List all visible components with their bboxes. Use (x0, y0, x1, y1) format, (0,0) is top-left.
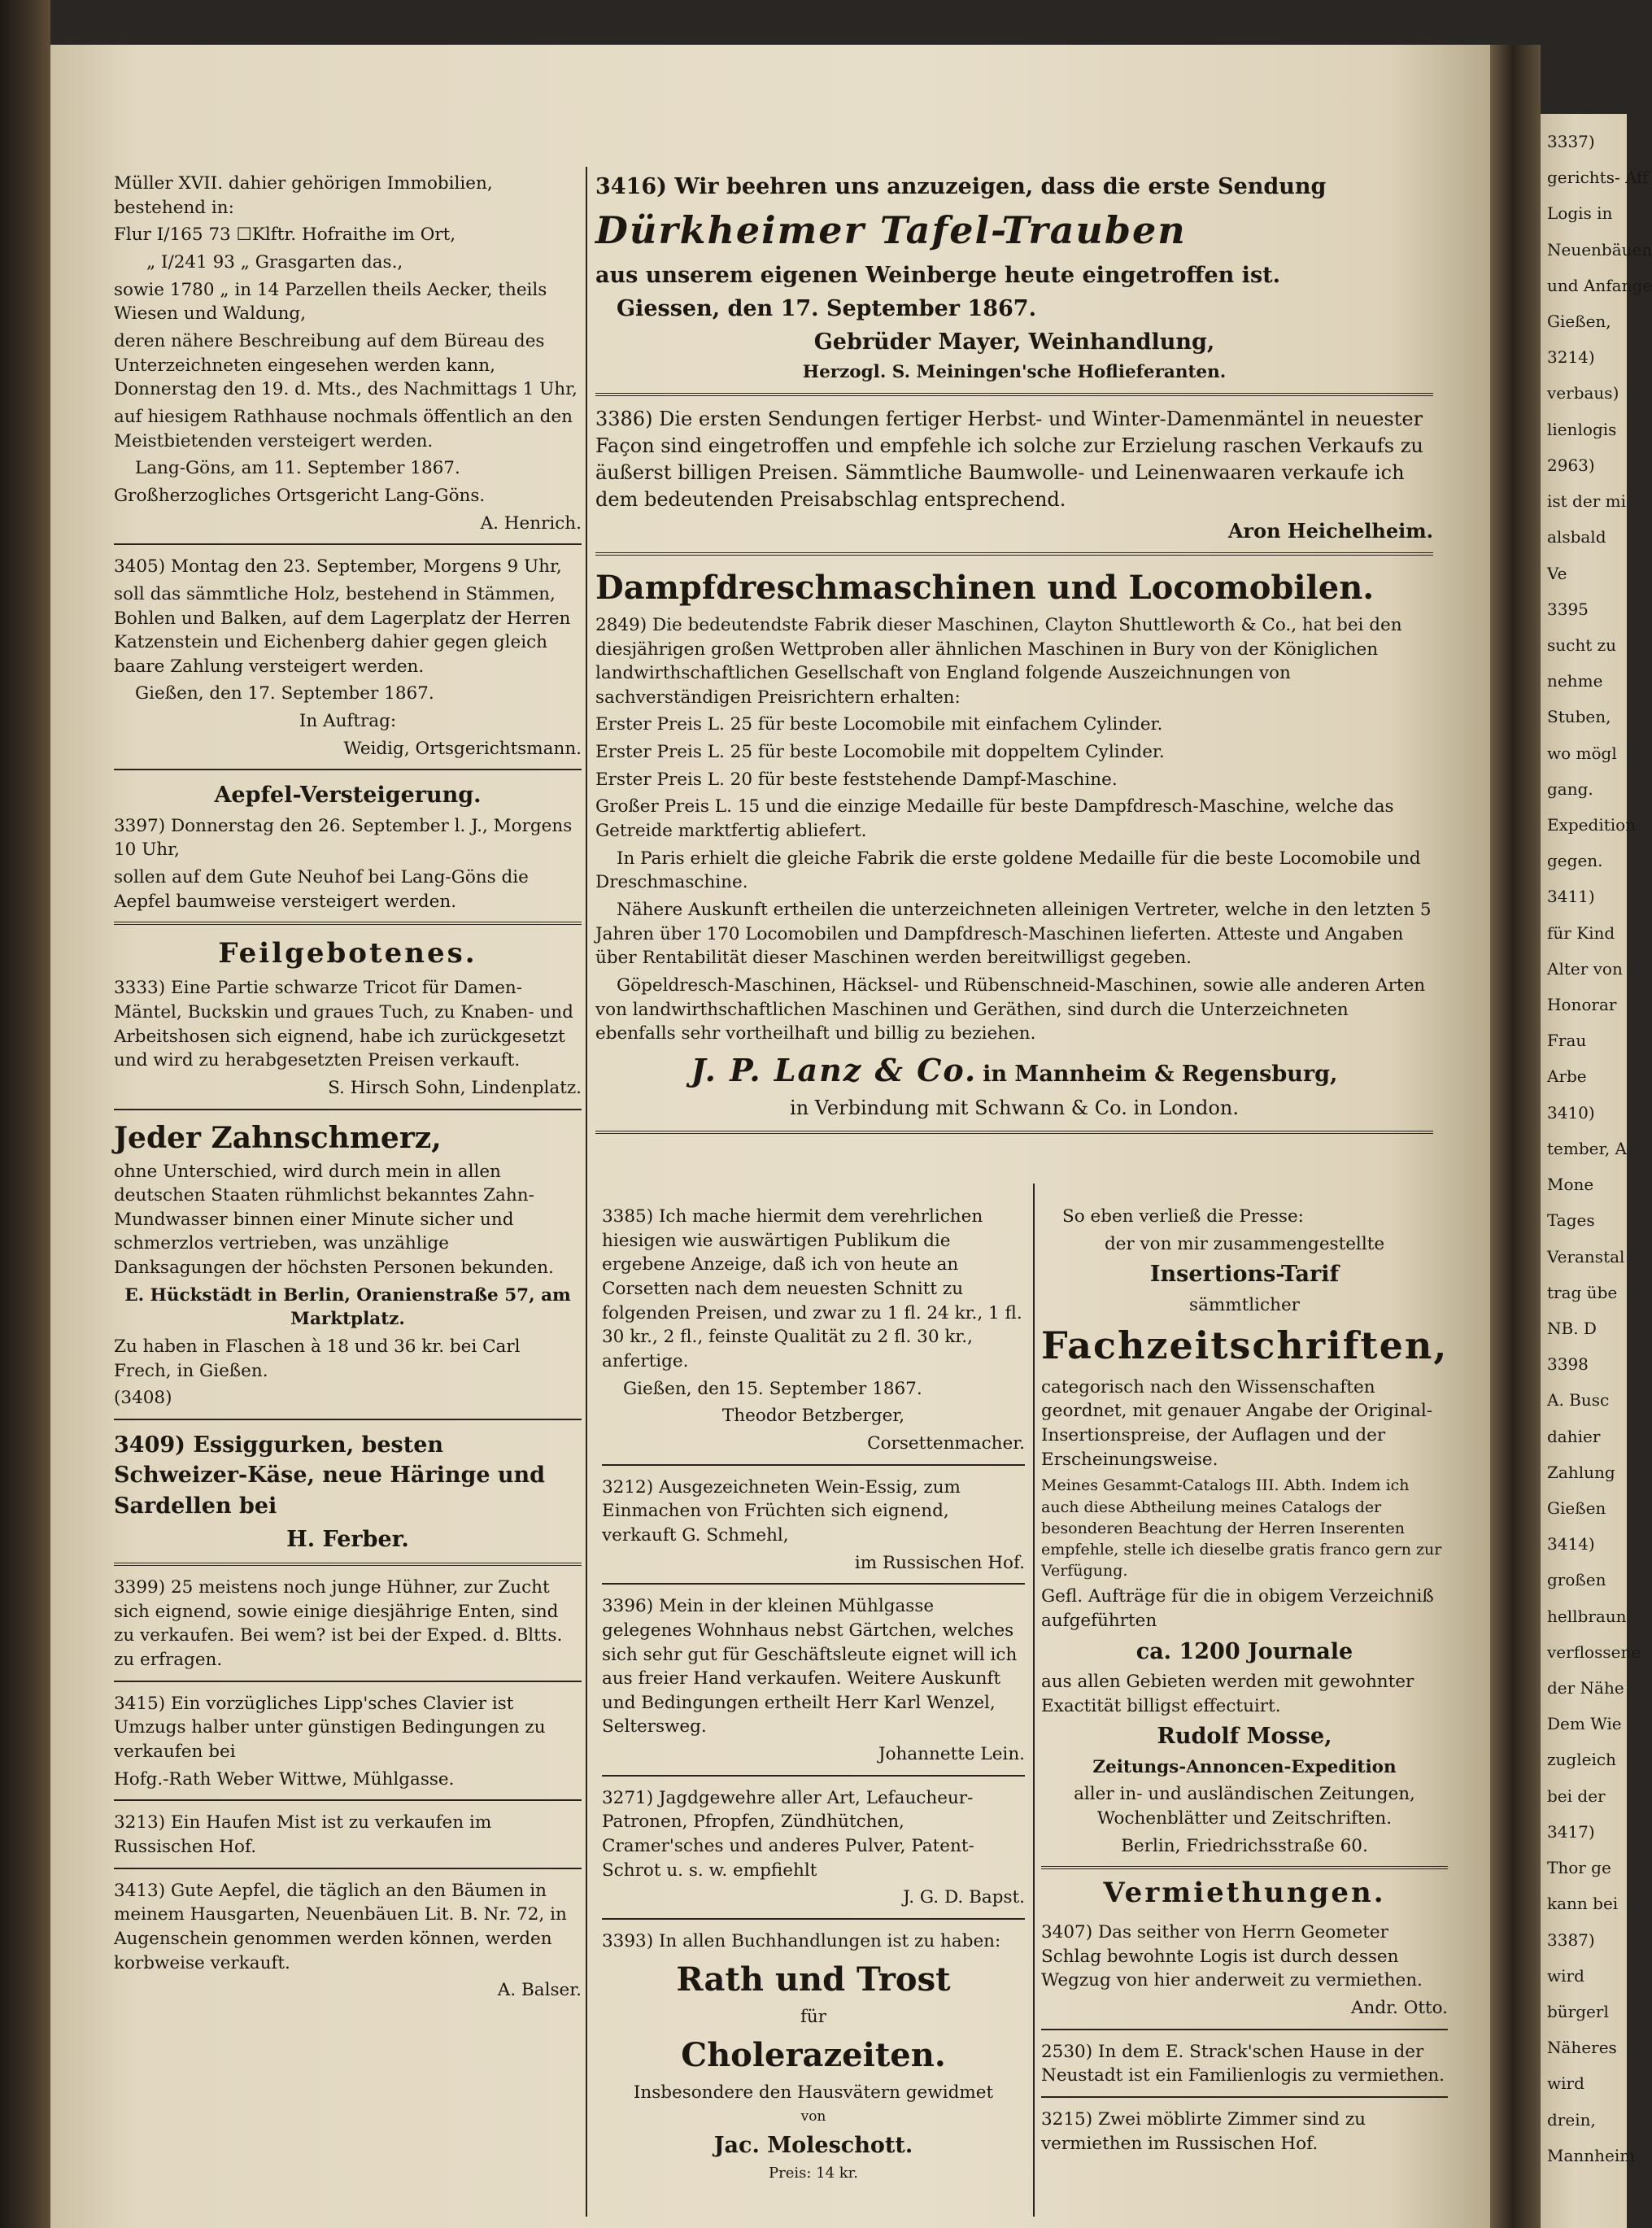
right-page-fragment: bürgerl (1547, 2002, 1609, 2021)
ad-line: Gefl. Aufträge für die in obigem Verzeichniß aufgeführten (1041, 1586, 1434, 1632)
right-page-fragment: Zahlung (1547, 1463, 1615, 1482)
notice-line: E. Hückstädt in Berlin, Oranienstraße 57, am Marktplatz. (124, 1284, 571, 1330)
ad-signature: Theodor Betzberger, (721, 1406, 905, 1427)
right-page-fragment: wo mögl (1547, 743, 1617, 763)
ad-date: Giessen, den 17. September 1867. (617, 295, 1036, 321)
notice-title: Jeder Zahnschmerz, (114, 1120, 442, 1155)
right-page-fragment: 3411) (1547, 887, 1595, 906)
notice-authority: Großherzogliches Ortsgericht Lang-Göns. (114, 485, 486, 506)
notice-line: 3405) Montag den 23. September, Morgens 9 Uhr, (114, 556, 562, 578)
notice-title: Aepfel-Versteigerung. (214, 783, 482, 809)
right-page-fragment: 3410) (1547, 1103, 1595, 1123)
ad-line: 3271) Jagdgewehre aller Art, Lefaucheur-Patronen, Pfropfen, Zündhütchen, Cramer'sches und anderes Pulver, Patent-Schrot u. s. w. empfiehlt (602, 1787, 974, 1881)
ad-line: 3386) Die ersten Sendungen fertiger Herbst- und Winter-Damenmäntel in neuester Façon sind eingetroffen und empfehle ich solche zur Erzielung raschen Verkaufs zu äußerst billigen Preisen. Sämmtliche Baumwolle- und Leinenwaaren verkaufe ich dem bedeutenden Preisabschlag entsprechend. (595, 408, 1423, 512)
notice-line: soll das sämmtliche Holz, bestehend in Stämmen, Bohlen und Balken, auf dem Lagerplatz der Herren Katzenstein und Eichenberg dahier gegen gleich baare Zahlung versteigert werden. (114, 583, 571, 677)
ad-signature: J. G. D. Bapst. (903, 1887, 1025, 1908)
notice-line: „ I/241 93 „ Grasgarten das., (146, 251, 403, 273)
right-page-fragment: hellbraun (1547, 1607, 1627, 1626)
ad-line: categorisch nach den Wissenschaften geordnet, mit genauer Angabe der Original-Insertionspreise, der Auflagen und der Erscheinungsweise. (1041, 1376, 1433, 1470)
notice-date: Gießen, den 17. September 1867. (135, 683, 434, 704)
ad-signature: Aron Heichelheim. (1227, 518, 1433, 543)
right-page-fragment: Neuenbäuen (1547, 240, 1652, 259)
right-page-fragment: 3387) (1547, 1930, 1595, 1950)
ad-line: 3215) Zwei möblirte Zimmer sind zu vermiethen im Russischen Hof. (1041, 2109, 1366, 2154)
ad-list-item: Erster Preis L. 20 für beste feststehende Dampf-Maschine. (595, 769, 1118, 790)
right-page-fragment: drein, (1547, 2110, 1596, 2130)
right-page-fragment: zugleich (1547, 1750, 1616, 1769)
section-title-vermiethungen: Vermiethungen. (1103, 1877, 1386, 1910)
right-page-fragment: NB. D (1547, 1319, 1597, 1338)
ad-line: 2849) Die bedeutendste Fabrik dieser Maschinen, Clayton Shuttleworth & Co., hat bei den diesjährigen großen Wettproben aller ähnlichen Maschinen in Bury von der Königlichen landwirthschaftlichen Gesellschaft von England folgende Auszeichnungen von sachverständigen Preisrichtern erhalten: (595, 614, 1402, 708)
notice-line: 3415) Ein vorzügliches Lipp'sches Clavier ist Umzugs halber unter günstigen Bedingungen zu verkaufen bei (114, 1693, 546, 1762)
notice-signature: Hofg.-Rath Weber Wittwe, Mühlgasse. (114, 1768, 455, 1790)
ad-line: der von mir zusammengestellte (1104, 1233, 1385, 1254)
right-page-fragment: und Anfange (1547, 276, 1652, 295)
right-page-fragment: wird (1547, 1966, 1584, 1986)
ad-3385-corsetten (602, 1200, 1025, 1466)
ad-list-item: Erster Preis L. 25 für beste Locomobile mit einfachem Cylinder. (595, 714, 1163, 735)
notice-line: 3399) 25 meistens noch junge Hühner, zur Zucht sich eignend, sowie einige diesjährige Enten, sind zu verkaufen. Bei wem? ist bei der Exped. d. Bltts. zu erfragen. (114, 1577, 563, 1671)
book-price: Preis: 14 kr. (768, 2165, 859, 2182)
ad-line: 3393) In allen Buchhandlungen ist zu haben: (602, 1931, 1001, 1952)
notice-line: In Auftrag: (299, 711, 397, 732)
ad-headline: Fachzeitschriften, (1041, 1323, 1449, 1368)
right-page-fragment: 3398 (1547, 1354, 1589, 1374)
ad-line: 3416) Wir beehren uns anzuzeigen, dass die erste Sendung (595, 174, 1327, 199)
column-rule (586, 167, 587, 2217)
section-title-feilgebotenes: Feilgebotenes. (218, 937, 477, 970)
right-page-fragment: bei der (1547, 1786, 1606, 1806)
right-page-fragment: Expedition (1547, 815, 1637, 835)
ad-line: aus allen Gebieten werden mit gewohnter Exactität billigst effectuirt. (1041, 1671, 1414, 1716)
right-page-fragment: trag übe (1547, 1283, 1618, 1302)
ad-list-item: Großer Preis L. 15 und die einzige Medaille für beste Dampfdresch-Maschine, welche das Getreide marktfertig abliefert. (595, 796, 1394, 842)
column-2-wide (595, 167, 1433, 1139)
right-page-fragment: Stuben, (1547, 707, 1611, 726)
right-page-fragment: 3395 (1547, 600, 1589, 619)
right-page-fragment: 3417) (1547, 1822, 1595, 1842)
ad-3215 (1041, 2103, 1448, 2164)
ad-headline: Insertions-Tarif (1149, 1262, 1340, 1288)
ad-line: aus unserem eigenen Weinberge heute eingetroffen ist. (595, 262, 1281, 288)
ad-signature-partner: in Verbindung mit Schwann & Co. in London. (790, 1097, 1239, 1120)
right-page-fragment: dahier (1547, 1427, 1601, 1446)
ad-signature: Rudolf Mosse, (1157, 1724, 1332, 1750)
column-1 (114, 167, 582, 2016)
right-page-fragment: Thor ge (1547, 1858, 1611, 1877)
ad-line: 2530) In dem E. Strack'schen Hause in der Neustadt ist ein Familienlogis zu vermiethen. (1041, 2041, 1445, 2086)
right-page-fragment: gerichts- Aff (1547, 168, 1649, 187)
right-page-fragment: der Nähe (1547, 1678, 1624, 1698)
notice-signature: A. Henrich. (480, 512, 582, 534)
column-3 (602, 1200, 1025, 2197)
column-4 (1041, 1200, 1448, 2169)
notice-number: (3408) (114, 1388, 172, 1409)
book-title: Rath und Trost (676, 1960, 951, 1999)
ad-line: Nähere Auskunft ertheilen die unterzeichneten alleinigen Vertreter, welche in den letzten 5 Jahren über 170 Locomobilen und Dampfdresch-Maschinen lieferten. Atteste und Angaben über Rentabilität dieser Maschinen werden bereitwilligst gegeben. (595, 900, 1432, 969)
notice-3408 (114, 1115, 582, 1421)
notice-signature: A. Balser. (497, 1980, 582, 2001)
notice-line: sowie 1780 „ in 14 Parzellen theils Aecker, theils Wiesen und Waldung, (114, 279, 547, 325)
right-page-fragment: für Kind (1547, 923, 1615, 943)
right-page-fragment: ist der mi (1547, 491, 1626, 511)
ad-3386-damenmaentel (595, 401, 1433, 556)
right-page-fragment: 3214) (1547, 347, 1595, 367)
ad-line: Meines Gesammt-Catalogs III. Abth. Indem ich auch diese Abtheilung meines Catalogs der besonderen Beachtung der Herren Inserenten empfehle, stelle ich dieselbe gratis franco gern zur Verfügung. (1041, 1476, 1442, 1581)
notice-3413 (114, 1874, 582, 2011)
right-page-fragment: Mannheim (1547, 2146, 1636, 2165)
ad-signature: Zeitungs-Annoncen-Expedition (1092, 1756, 1397, 1777)
ad-line: In Paris erhielt die gleiche Fabrik die erste goldene Medaille für die beste Locomobile und Dreschmaschine. (595, 848, 1421, 893)
notice-date: Lang-Göns, am 11. September 1867. (135, 458, 460, 479)
right-page-fragment: lienlogis (1547, 420, 1617, 439)
right-page-fragment: Logis in (1547, 203, 1613, 223)
notice-line: 3213) Ein Haufen Mist ist zu verkaufen im Russischen Hof. (114, 1812, 492, 1857)
right-page-fragment: Ve (1547, 564, 1567, 583)
right-page-fragment: sucht zu (1547, 635, 1617, 655)
notice-line: ohne Unterschied, wird durch mein in allen deutschen Staaten rühmlichst bekanntes Zahn-Mundwasser binnen einer Minute sicher und schmerzlos vertrieben, was unzählige Danksagungen der höchsten Personen bekunden. (114, 1161, 554, 1279)
notice-signature: S. Hirsch Sohn, Lindenplatz. (328, 1077, 582, 1098)
notice-immobilien (114, 167, 582, 545)
ad-signature: Johannette Lein. (878, 1744, 1025, 1765)
ad-3393-cholera (602, 1925, 1025, 2192)
right-page-fragment: großen (1547, 1570, 1606, 1589)
ad-signature: Andr. Otto. (1350, 1998, 1448, 2019)
ad-signature: Gebrüder Mayer, Weinhandlung, (813, 329, 1215, 355)
right-page-fragment: verflossene (1547, 1642, 1641, 1662)
ad-line: 3407) Das seither von Herrn Geometer Schlag bewohnte Logis ist durch dessen Wegzug von hier anderweit zu vermiethen. (1041, 1922, 1423, 1991)
ad-line: im Russischen Hof. (854, 1552, 1025, 1573)
notice-signature: H. Ferber. (286, 1526, 409, 1552)
ad-headline: ca. 1200 Journale (1135, 1638, 1353, 1664)
notice-line: auf hiesigem Rathhause nochmals öffentlich an den Meistbietenden versteigert werden. (114, 406, 573, 451)
notice-3415 (114, 1687, 582, 1802)
right-page-fragment: Dem Wie (1547, 1714, 1622, 1733)
ad-3416-trauben (595, 167, 1433, 396)
right-page-fragment: kann bei (1547, 1894, 1619, 1913)
right-page-fragment: Alter von (1547, 959, 1623, 979)
ad-signature: J. P. Lanz & Co. (691, 1052, 978, 1089)
book-gutter (1490, 45, 1541, 2228)
ad-line: So eben verließ die Presse: (1062, 1206, 1304, 1227)
notice-3333 (114, 930, 582, 1110)
ad-address: Berlin, Friedrichsstraße 60. (1121, 1835, 1368, 1856)
notice-line: Müller XVII. dahier gehörigen Immobilien, bestehend in: (114, 173, 493, 218)
ad-3271-jagdgewehre (602, 1781, 1025, 1920)
notice-3397 (114, 775, 582, 925)
notice-signature: Weidig, Ortsgerichtsmann. (343, 738, 582, 759)
right-page-fragment: Veranstal (1547, 1247, 1625, 1267)
notice-line: 3333) Eine Partie schwarze Tricot für Damen-Mäntel, Buckskin und graues Tuch, zu Knaben- und Arbeitshosen sich eignend, habe ich zurückgesetzt und wird zu herabgesetzten Preisen verkauft. (114, 978, 573, 1071)
right-page-fragment: nehme (1547, 671, 1603, 691)
right-page-fragment: 2963) (1547, 456, 1595, 475)
right-page-fragment: tember, A (1547, 1139, 1627, 1158)
notice-line: 3397) Donnerstag den 26. September l. J., Morgens 10 Uhr, (114, 815, 573, 861)
book-dedication: Insbesondere den Hausvätern gewidmet (633, 2082, 994, 2103)
notice-line: deren nähere Beschreibung auf dem Büreau des Unterzeichneten eingesehen werden kann, Donnerstag den 19. d. Mts., des Nachmittags 1 Uhr, (114, 330, 578, 400)
right-page-edge (1541, 114, 1652, 2228)
right-page-fragment: Tages (1547, 1210, 1595, 1230)
ad-signature-place: in Mannheim & Regensburg, (983, 1062, 1338, 1088)
ad-line: sämmtlicher (1189, 1294, 1300, 1315)
ad-3212-weinessig (602, 1471, 1025, 1585)
right-page-fragment: Mone (1547, 1175, 1594, 1194)
notice-3213 (114, 1806, 582, 1868)
ad-line: 3396) Mein in der kleinen Mühlgasse gelegenes Wohnhaus nebst Gärtchen, welches sich sehr gut für Geschäftsleute eignet will ich aus freier Hand verkaufen. Weitere Auskunft und Bedingungen ertheilt Herr Karl Wenzel, Seltersweg. (602, 1596, 1018, 1737)
ad-date: Gießen, den 15. September 1867. (623, 1378, 922, 1399)
notice-3399 (114, 1571, 582, 1682)
book-spine-left (0, 0, 50, 2228)
ad-line: aller in- und ausländischen Zeitungen, Wochenblätter und Zeitschriften. (1074, 1784, 1415, 1829)
book-author: Jac. Moleschott. (713, 2132, 913, 2158)
right-page-fragment: A. Busc (1547, 1390, 1610, 1410)
right-page-fragment: Honorar (1547, 995, 1617, 1014)
ad-line: 3212) Ausgezeichneten Wein-Essig, zum Einmachen von Früchten sich eignend, verkauft G. Schmehl, (602, 1476, 961, 1546)
ad-signature: Corsettenmacher. (867, 1432, 1025, 1454)
notice-line: Flur I/165 73 ☐Klftr. Hofraithe im Ort, (114, 225, 456, 246)
ad-signature: Herzogl. S. Meiningen'sche Hoflieferanten. (802, 362, 1227, 383)
right-page-fragment: Arbe (1547, 1066, 1587, 1086)
ad-3407 (1041, 1916, 1448, 2030)
notice-line: 3413) Gute Aepfel, die täglich an den Bäumen in meinem Hausgarten, Neuenbäuen Lit. B. Nr. 72, in Augenschein genommen werden können, werden korbweise verkauft. (114, 1880, 567, 1973)
notice-3405 (114, 550, 582, 770)
ad-insertions-tarif (1041, 1200, 1448, 1869)
right-page-fragment: alsbald (1547, 527, 1606, 547)
right-page-fragment: verbaus) (1547, 383, 1619, 403)
right-page-fragment: gang. (1547, 779, 1593, 799)
ad-line: Göpeldresch-Maschinen, Häcksel- und Rübenschneid-Maschinen, sowie alle anderen Arten von landwirthschaftlichen Maschinen und Geräthen, sind durch die Unterzeichneten ebenfalls sehr vortheilhaft und billig zu beziehen. (595, 975, 1426, 1044)
left-newspaper-page (50, 45, 1490, 2228)
notice-line: Zu haben in Flaschen à 18 und 36 kr. bei Carl Frech, in Gießen. (114, 1336, 521, 1381)
right-page-fragment: 3414) (1547, 1534, 1595, 1554)
right-page-fragment: 3337) (1547, 132, 1595, 151)
book-title: Cholerazeiten. (681, 2035, 946, 2074)
ad-line: 3385) Ich mache hiermit dem verehrlichen hiesigen wie auswärtigen Publikum die ergebene Anzeige, daß ich von heute an Corsetten nach dem neuesten Schnitt zu folgenden Preisen, und zwar zu 1 fl. 24 kr., 1 fl. 30 kr., 2 fl., feinste Qualität zu 2 fl. 30 kr., anfertige. (602, 1206, 1022, 1371)
notice-line: 3409) Essiggurken, besten Schweizer-Käse, neue Häringe und Sardellen bei (114, 1432, 546, 1519)
book-by: von (800, 2108, 826, 2126)
right-page-fragment: gegen. (1547, 851, 1603, 870)
right-page-fragment: wird (1547, 2073, 1584, 2093)
ad-2530 (1041, 2035, 1448, 2098)
column-rule (1033, 1184, 1035, 2217)
notice-3409 (114, 1425, 582, 1566)
right-page-fragment: Frau (1547, 1031, 1587, 1050)
right-page-fragment: Näheres (1547, 2038, 1617, 2057)
ad-3396-wohnhaus (602, 1589, 1025, 1777)
ad-headline: Dampfdreschmaschinen und Locomobilen. (595, 568, 1375, 607)
ad-2849-dampfdresch (595, 560, 1433, 1134)
notice-line: sollen auf dem Gute Neuhof bei Lang-Göns die Aepfel baumweise versteigert werden. (114, 867, 529, 912)
right-page-fragment: Gießen, (1547, 312, 1611, 331)
book-title-connector: für (800, 2006, 827, 2027)
ad-headline: Dürkheimer Tafel-Trauben (595, 208, 1187, 253)
right-page-fragment: Gießen (1547, 1498, 1606, 1518)
ad-list-item: Erster Preis L. 25 für beste Locomobile mit doppeltem Cylinder. (595, 742, 1165, 763)
